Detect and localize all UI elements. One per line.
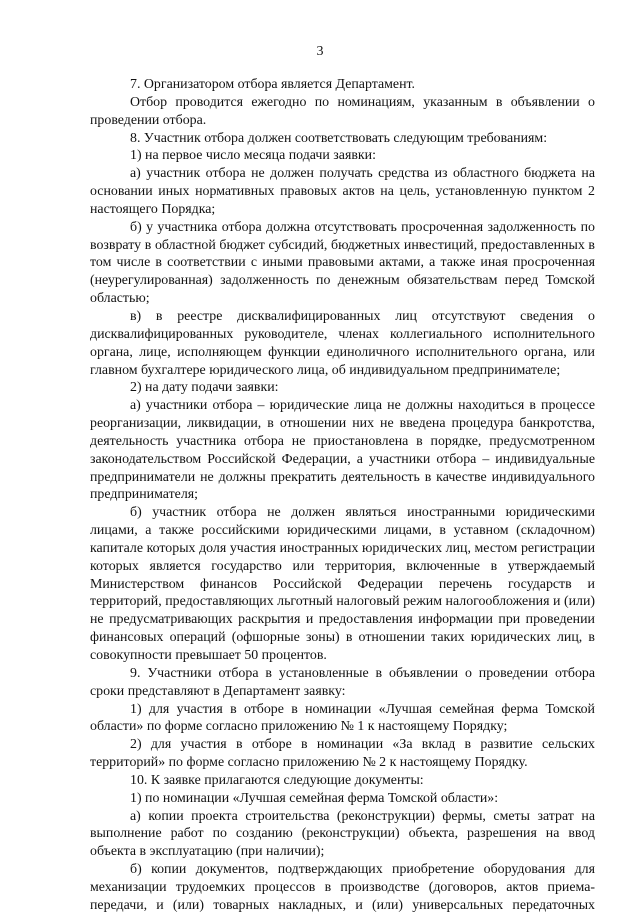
page-number: 3 xyxy=(316,44,324,59)
paragraph-10-documents: 10. К заявке прилагаются следующие документы: xyxy=(130,772,424,788)
paragraph-8-1-first-day: 1) на первое число месяца подачи заявки: xyxy=(130,148,376,164)
paragraph-10-1-family-farm: 1) по номинации «Лучшая семейная ферма Томской области»: xyxy=(130,790,499,806)
document-body xyxy=(90,76,595,915)
paragraph-8-1-v: в) в реестре дисквалифицированных лиц отсутствуют сведения о дисквалифицированных руководителе, членах коллегиального исполнительного органа, лице, исполняющем функции единоличного исполнительного органа, или главном бухгалтере юридического лица, об индивидуальном предпринимателе; xyxy=(90,308,595,378)
paragraph-7-organizer: 7. Организатором отбора является Департамент. xyxy=(130,77,416,92)
paragraph-8-1-b: б) у участника отбора должна отсутствовать просроченная задолженность по возврату в областной бюджет субсидий, бюджетных инвестиций, предоставленных в том числе в соответствии с иными правовыми актами, а также иная просроченная (неурегулированная) задолженность по денежным обязательствам перед Томской областью; xyxy=(90,219,595,307)
paragraph-9-2-rural-territories: 2) для участия в отборе в номинации «За вклад в развитие сельских территорий» по форме согласно приложению № 2 к настоящему Порядку. xyxy=(90,737,595,771)
paragraph-8-1-a: а) участник отбора не должен получать средства из областного бюджета на основании иных нормативных правовых актов на цель, установленную пунктом 2 настоящего Порядка; xyxy=(90,166,595,217)
paragraph-8-2-submission-date: 2) на дату подачи заявки: xyxy=(130,380,279,396)
paragraph-9-1-family-farm: 1) для участия в отборе в номинации «Лучшая семейная ферма Томской области» по форме согласно приложению № 1 к настоящему Порядку; xyxy=(90,701,595,735)
paragraph-selection-annual: Отбор проводится ежегодно по номинациям, указанным в объявлении о проведении отбора. xyxy=(90,94,595,128)
paragraph-9-application: 9. Участники отбора в установленные в объявлении о проведении отбора сроки представляют в Департамент заявку: xyxy=(90,665,595,699)
paragraph-8-requirements: 8. Участник отбора должен соответствовать следующим требованиям: xyxy=(130,130,548,146)
paragraph-10-1-a: а) копии проекта строительства (реконструкции) фермы, сметы затрат на выполнение работ по созданию (реконструкции) объекта, разрешения на ввод объекта в эксплуатацию (при наличии); xyxy=(90,808,595,860)
paragraph-10-1-b: б) копии документов, подтверждающих приобретение оборудования для механизации трудоемких процессов в производстве (договоров, актов приема-передачи, и (или) товарных накладных, и (или) универсальных передаточных xyxy=(90,862,595,913)
paragraph-8-2-a: а) участники отбора – юридические лица не должны находиться в процессе реорганизации, ликвидации, в отношении них не введена процедура банкротства, деятельность участника отбора не приостановлена в порядке, предусмотренном законодательством Российской Федерации, а участники отбора – индивидуальные предприниматели не должны прекратить деятельность в качестве индивидуального предпринимателя; xyxy=(90,398,595,503)
paragraph-8-2-b: б) участник отбора не должен являться иностранными юридическими лицами, а также российскими юридическими лицами, в уставном (складочном) капитале которых доля участия иностранных юридических лиц, местом регистрации которых является государство или территория, включенные в утверждаемый Министерством финансов Российской Федерации перечень государств и территорий, предоставляющих льготный налоговый режим налогообложения и (или) не предусматривающих раскрытия и предоставления информации при проведении финансовых операций (офшорные зоны) в отношении таких юридических лиц, в совокупности превышает 50 процентов. xyxy=(90,505,595,663)
